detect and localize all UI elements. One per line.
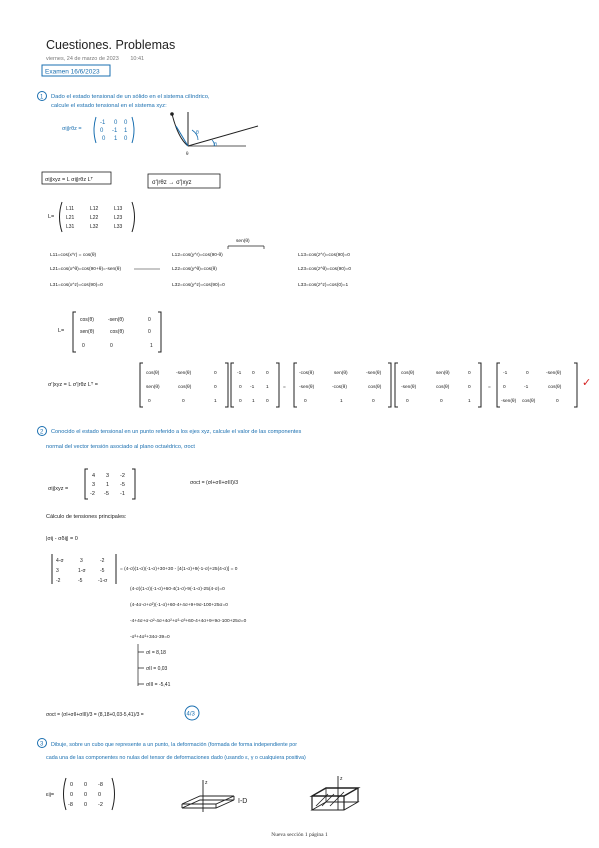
svg-text:0: 0 [266,399,269,404]
svg-text:0: 0 [84,782,88,788]
q2-det-matrix [56,558,108,584]
page-date: viernes, 24 de marzo de 2023 [46,56,119,62]
svg-text:cos(θ): cos(θ) [548,385,562,390]
q2-final: σoct = (σI+σII+σIII)/3 = (8,18+0,03-5,41)/3 = [46,712,144,718]
q1-check-mark: ✓ [582,377,592,389]
svg-text:L13=cos(z^r)=cos(90)=0: L13=cos(z^r)=cos(90)=0 [298,253,350,258]
svg-text:-sen(θ): -sen(θ) [299,385,315,390]
svg-text:L33: L33 [114,224,123,230]
svg-text:0: 0 [84,802,88,808]
svg-text:1: 1 [114,136,118,142]
svg-text:θ: θ [214,142,217,148]
svg-text:cos(θ): cos(θ) [80,317,94,323]
svg-text:0: 0 [239,385,242,390]
svg-text:-1: -1 [237,371,242,376]
svg-text:-5: -5 [120,482,125,488]
svg-text:-sen(θ): -sen(θ) [176,371,192,376]
q2-matrix [90,473,125,497]
svg-text:-1: -1 [250,385,255,390]
svg-text:-sen(θ): -sen(θ) [366,371,382,376]
q2-answer: 4/3 [186,711,195,718]
svg-text:L32=cos(y^z)=cos(90)=0: L32=cos(y^z)=cos(90)=0 [172,283,225,288]
svg-text:0: 0 [526,371,529,376]
svg-text:1: 1 [124,128,128,134]
svg-text:sen(θ): sen(θ) [146,385,160,390]
svg-text:sen(θ): sen(θ) [334,371,348,376]
q2-principal-heading: Cálculo de tensiones principales: [46,514,127,520]
svg-text:L33=cos(z^z)=cos(0)=1: L33=cos(z^z)=cos(0)=1 [298,283,349,288]
svg-text:cos(θ): cos(θ) [401,371,415,376]
svg-text:0: 0 [148,329,151,335]
svg-text:-8: -8 [68,802,73,808]
q3-plate-sketch [182,780,247,812]
svg-text:3: 3 [80,558,83,564]
svg-text:cos(θ): cos(θ) [522,399,536,404]
q1-result-label: σ'|xyz = L σ'|rθz Lᵀ = [48,382,98,388]
svg-text:0: 0 [70,792,74,798]
svg-text:L11=cos(x^r) = cos(θ): L11=cos(x^r) = cos(θ) [50,253,97,258]
svg-text:cos(θ): cos(θ) [368,385,382,390]
q1-statement-2: calcule el estado tensional en el sistema xyz: [51,103,167,109]
svg-text:L12: L12 [90,206,99,212]
q2-sigma-label: σij|xyz = [48,486,69,492]
svg-text:sen(θ): sen(θ) [80,329,95,335]
svg-text:σI = 8,18: σI = 8,18 [146,650,166,656]
svg-text:0: 0 [148,317,151,323]
svg-text:L32: L32 [90,224,99,230]
svg-text:0: 0 [114,120,118,126]
svg-text:0: 0 [372,399,375,404]
q3-cube-sketch [312,776,358,810]
q1-L-label: L= [48,214,55,220]
exam-tag: Examen 16/6/2023 [45,68,100,76]
svg-text:=: = [283,385,286,390]
svg-text:0: 0 [214,385,217,390]
q2-number: 2 [40,429,44,436]
q2-det-eq: |σij - σδij| = 0 [46,536,78,542]
q2-roots [146,650,171,688]
svg-text:0: 0 [102,136,106,142]
svg-text:3: 3 [106,473,110,479]
svg-text:-5: -5 [100,568,105,574]
svg-text:3: 3 [56,568,59,574]
svg-text:L21: L21 [66,215,75,221]
svg-text:L23=cos(z^θ)=cos(90)=0: L23=cos(z^θ)=cos(90)=0 [298,267,352,272]
svg-text:-sen(θ): -sen(θ) [108,317,124,323]
page-time: 10:41 [130,56,145,62]
q2-root-tree [138,644,144,686]
svg-text:0: 0 [124,136,128,142]
svg-text:0: 0 [182,399,185,404]
svg-text:0: 0 [266,371,269,376]
svg-text:z: z [205,780,208,786]
svg-text:σII = 0,03: σII = 0,03 [146,666,168,672]
svg-text:L11: L11 [66,206,74,212]
svg-text:0: 0 [70,782,74,788]
svg-text:= (4-σ)(1-σ)(-1-σ)+30+30 - [4(: = (4-σ)(1-σ)(-1-σ)+30+30 - [4(1-σ)+9(-1-σ)+25(4-σ)] = 0 [120,567,238,572]
svg-text:L23: L23 [114,215,123,221]
q1-sigma-label: σij|rθz = [62,126,82,132]
svg-text:1: 1 [150,343,153,349]
svg-text:θ: θ [186,151,189,156]
svg-text:-2: -2 [56,578,61,584]
q1-matrix [100,120,128,142]
svg-text:-1-σ: -1-σ [98,578,108,584]
svg-text:-4+4σ+σ-σ²-4σ+4σ²+σ²-σ³+60-4+4: -4+4σ+σ-σ²-4σ+4σ²+σ²-σ³+60-4+4σ+9+9σ-100+25σ=0 [130,619,247,624]
svg-text:-2: -2 [120,473,125,479]
svg-text:0: 0 [503,385,506,390]
q1-formula2: σ'|rθz → σ'|xyz [152,180,192,186]
svg-text:1: 1 [266,385,269,390]
svg-text:0: 0 [556,399,559,404]
q2-statement-1: Conocido el estado tensional en un punto referido a los ejes xyz, calcule el valor de las componentes [51,429,302,435]
svg-text:0: 0 [214,371,217,376]
svg-text:cos(θ): cos(θ) [436,385,450,390]
svg-text:1: 1 [468,399,471,404]
svg-text:1-σ: 1-σ [78,568,86,574]
svg-text:z: z [340,776,343,782]
q1-number: 1 [40,94,44,101]
svg-text:-2: -2 [98,802,103,808]
q1-statement-1: Dado el estado tensional de un sólido en el sistema cilíndrico, [51,94,210,100]
q1-direction-cosines [50,252,351,288]
svg-text:-5: -5 [78,578,83,584]
svg-text:-2: -2 [100,558,105,564]
svg-text:0: 0 [406,399,409,404]
page-footer: Nueva sección 1 página 1 [271,832,328,838]
svg-text:-1: -1 [120,491,125,497]
svg-text:0: 0 [468,371,471,376]
q3-statement-2: cada una de las componentes no nulas del tensor de deformaciones dado (usando ε, γ o cualquiera positiva) [46,755,306,761]
svg-text:0: 0 [100,128,104,134]
q1-L-result-label: L= [58,328,65,334]
svg-text:(4-4σ-σ+σ²)(-1-σ)+60-4+4σ+9+9σ: (4-4σ-σ+σ²)(-1-σ)+60-4+4σ+9+9σ-100+25σ=0 [130,603,228,608]
svg-text:θ: θ [196,130,199,136]
svg-text:3: 3 [92,482,96,488]
svg-text:-8: -8 [98,782,103,788]
q3-eps-label: εij= [46,792,55,798]
svg-text:L22: L22 [90,215,99,221]
q1-L-matrix [66,206,123,230]
svg-text:0: 0 [84,792,88,798]
svg-text:-1: -1 [524,385,529,390]
svg-text:0: 0 [124,120,128,126]
svg-text:4: 4 [92,473,96,479]
q2-steps [120,566,247,640]
svg-text:0: 0 [110,343,113,349]
svg-text:-σ³+4σ²+34σ-39=0: -σ³+4σ²+34σ-39=0 [130,635,170,640]
svg-text:1: 1 [340,399,343,404]
svg-text:cos(θ): cos(θ) [178,385,192,390]
svg-text:-5: -5 [104,491,109,497]
q1-formula1: σij|xyz = L σij|rθz Lᵀ [45,177,94,183]
svg-text:-cos(θ): -cos(θ) [299,371,314,376]
svg-text:0: 0 [98,792,102,798]
svg-text:cos(θ): cos(θ) [146,371,160,376]
q2-statement-2: normal del vector tensión asociado al plano octaédrico, σoct [46,444,195,450]
svg-text:L22=cos(y^θ)=cos(θ): L22=cos(y^θ)=cos(θ) [172,267,217,272]
q1-coordinate-sketch [170,112,258,156]
q3-statement-1: Dibuje, sobre un cubo que represente a un punto, la deformación (formada de forma independiente por [51,742,298,748]
svg-text:0: 0 [239,399,242,404]
q3-caption: I-D [238,798,248,805]
svg-text:0: 0 [82,343,85,349]
svg-text:sen(θ): sen(θ) [436,371,450,376]
svg-text:4-σ: 4-σ [56,558,64,564]
svg-text:0: 0 [148,399,151,404]
svg-text:-1: -1 [112,128,118,134]
page-title: Cuestiones. Problemas [46,38,176,52]
svg-text:0: 0 [468,385,471,390]
svg-text:0: 0 [252,371,255,376]
svg-text:cos(θ): cos(θ) [110,329,124,335]
svg-text:0: 0 [440,399,443,404]
svg-text:-sen(θ): -sen(θ) [501,399,517,404]
svg-text:L12=cos(y^r)=cos(90-θ): L12=cos(y^r)=cos(90-θ) [172,253,223,258]
svg-text:σIII = -5,41: σIII = -5,41 [146,682,171,688]
svg-text:-1: -1 [100,120,106,126]
svg-text:L31=cos(x^z)=cos(90)=0: L31=cos(x^z)=cos(90)=0 [50,283,103,288]
svg-text:(4-σ)(1-σ)(-1-σ)+60-4(1-σ)-9(-: (4-σ)(1-σ)(-1-σ)+60-4(1-σ)-9(-1-σ)-25(4-σ)=0 [130,587,225,592]
svg-text:L21=cos(x^θ)=cos(90+θ)=-sen(θ): L21=cos(x^θ)=cos(90+θ)=-sen(θ) [50,267,122,272]
svg-text:-sen(θ): -sen(θ) [401,385,417,390]
svg-text:1: 1 [252,399,255,404]
svg-text:1: 1 [106,482,110,488]
q2-sigma-oct-formula: σoct = (σI+σII+σIII)/3 [190,480,239,486]
svg-text:=: = [488,385,491,390]
svg-text:0: 0 [304,399,307,404]
svg-text:L13: L13 [114,206,123,212]
svg-text:-1: -1 [503,371,508,376]
svg-text:L31: L31 [66,224,75,230]
q1-sen-note: sen(θ) [236,239,250,244]
svg-text:-cos(θ): -cos(θ) [332,385,347,390]
svg-text:1: 1 [214,399,217,404]
q3-number: 3 [40,741,44,748]
svg-text:-sen(θ): -sen(θ) [546,371,562,376]
q1-product-terms [146,370,562,404]
q1-L-result [80,317,153,349]
svg-text:-2: -2 [90,491,95,497]
q3-matrix [68,782,103,808]
